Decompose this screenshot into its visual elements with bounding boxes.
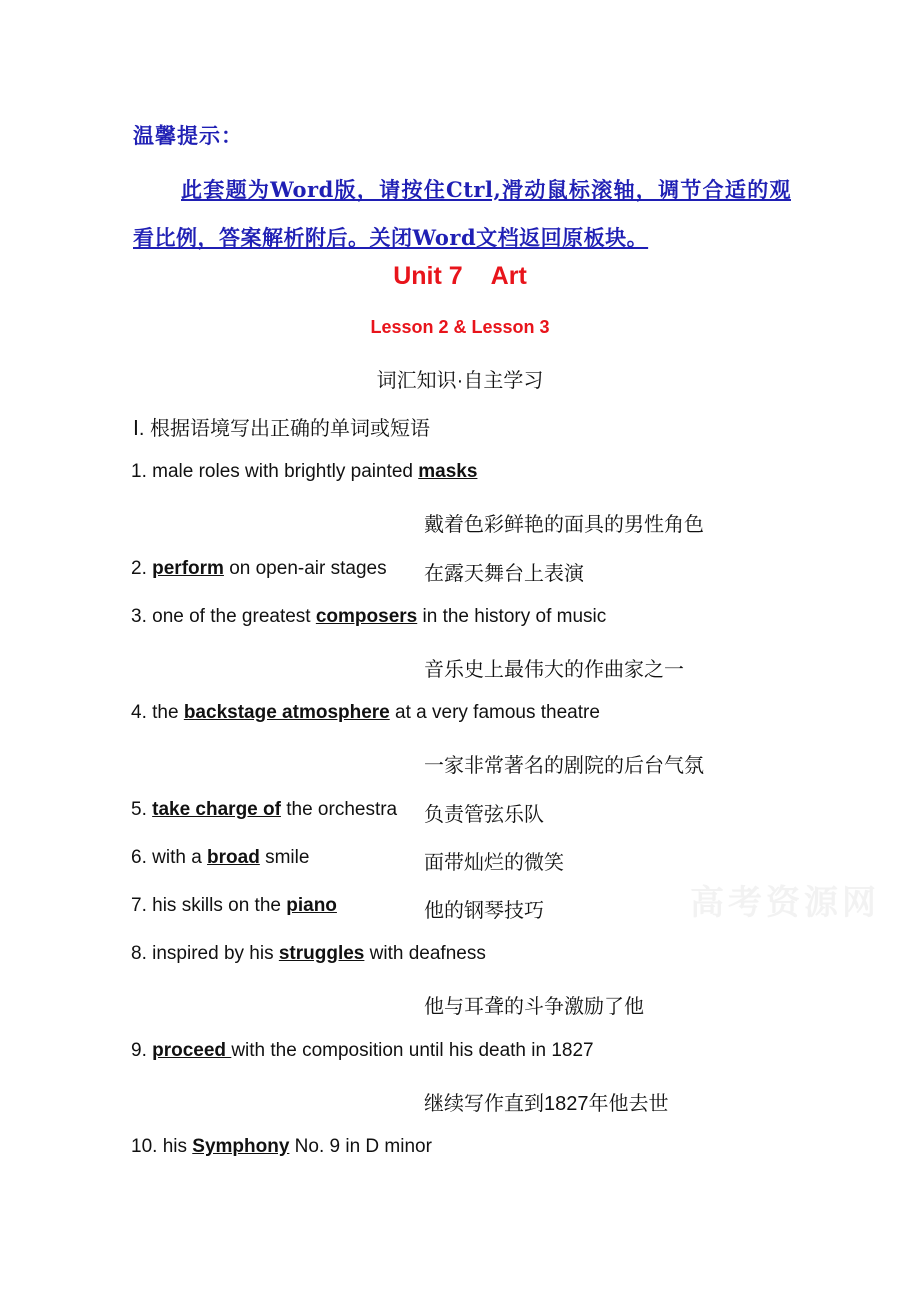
item-text: 5. <box>131 799 153 820</box>
item-answer: proceed <box>152 1040 232 1061</box>
item-2-english <box>131 558 387 580</box>
item-1-english <box>131 461 477 483</box>
lesson-title: Lesson 2 & Lesson 3 <box>370 317 550 337</box>
unit-name: Art <box>490 262 527 290</box>
instruction: Ⅰ. 根据语境写出正确的单词或短语 <box>133 418 431 440</box>
unit-title <box>0 262 920 291</box>
item-answer: backstage atmosphere <box>183 702 390 723</box>
item-answer: struggles <box>278 943 365 964</box>
item-text: with deafness <box>364 943 486 964</box>
item-3-chinese: 音乐史上最伟大的作曲家之一 <box>424 659 684 681</box>
item-text: 7. his skills on the <box>131 895 287 916</box>
item-text: with the composition until his death in 1827 <box>231 1040 594 1061</box>
unit-number: Unit 7 <box>393 262 463 290</box>
item-text: No. 9 in D minor <box>289 1136 432 1157</box>
item-text: the orchestra <box>280 799 398 820</box>
item-5-english <box>131 799 397 821</box>
item-7-english <box>131 895 337 917</box>
item-text: in the history of music <box>417 606 607 627</box>
item-text: smile <box>259 847 310 868</box>
item-answer: composers <box>315 606 418 627</box>
item-answer: masks <box>418 461 478 482</box>
section-title: 词汇知识·自主学习 <box>376 370 544 392</box>
item-6-english <box>131 847 309 869</box>
item-text: at a very famous theatre <box>389 702 600 723</box>
item-text: 8. inspired by his <box>131 943 279 964</box>
item-text: 4. the <box>131 702 184 723</box>
item-6-chinese: 面带灿烂的微笑 <box>424 852 564 874</box>
item-text: 3. one of the greatest <box>131 606 316 627</box>
item-text: 6. with a <box>131 847 208 868</box>
item-answer: piano <box>286 895 337 916</box>
item-answer: perform <box>152 558 224 579</box>
item-10-english <box>131 1136 432 1158</box>
item-8-english <box>131 943 486 965</box>
item-3-english <box>131 606 606 628</box>
item-text: 10. his <box>131 1136 193 1157</box>
item-5-chinese: 负责管弦乐队 <box>424 804 544 826</box>
item-9-english <box>131 1040 594 1062</box>
item-4-english <box>131 702 600 724</box>
tip-label: 温馨提示： <box>133 123 243 148</box>
item-7-chinese: 他的钢琴技巧 <box>424 900 544 922</box>
item-answer: take charge of <box>152 799 281 820</box>
item-text: 1. male roles with brightly painted <box>131 461 419 482</box>
item-1-chinese: 戴着色彩鲜艳的面具的男性角色 <box>424 514 704 536</box>
item-text: 2. <box>131 558 153 579</box>
watermark: 高考资源网 <box>690 883 880 923</box>
item-9-chinese: 继续写作直到1827年他去世 <box>424 1093 669 1115</box>
item-8-chinese: 他与耳聋的斗争激励了他 <box>424 996 644 1018</box>
item-answer: Symphony <box>192 1136 290 1157</box>
tip-body: 此套题为Word版，请按住Ctrl,滑动鼠标滚轴，调节合适的观看比例，答案解析附后。关闭Word文档返回原板块。 <box>133 177 791 250</box>
item-4-chinese: 一家非常著名的剧院的后台气氛 <box>424 755 704 777</box>
item-answer: broad <box>207 847 260 868</box>
item-text: on open-air stages <box>223 558 387 579</box>
item-text: 9. <box>131 1040 153 1061</box>
item-2-chinese: 在露天舞台上表演 <box>424 563 584 585</box>
